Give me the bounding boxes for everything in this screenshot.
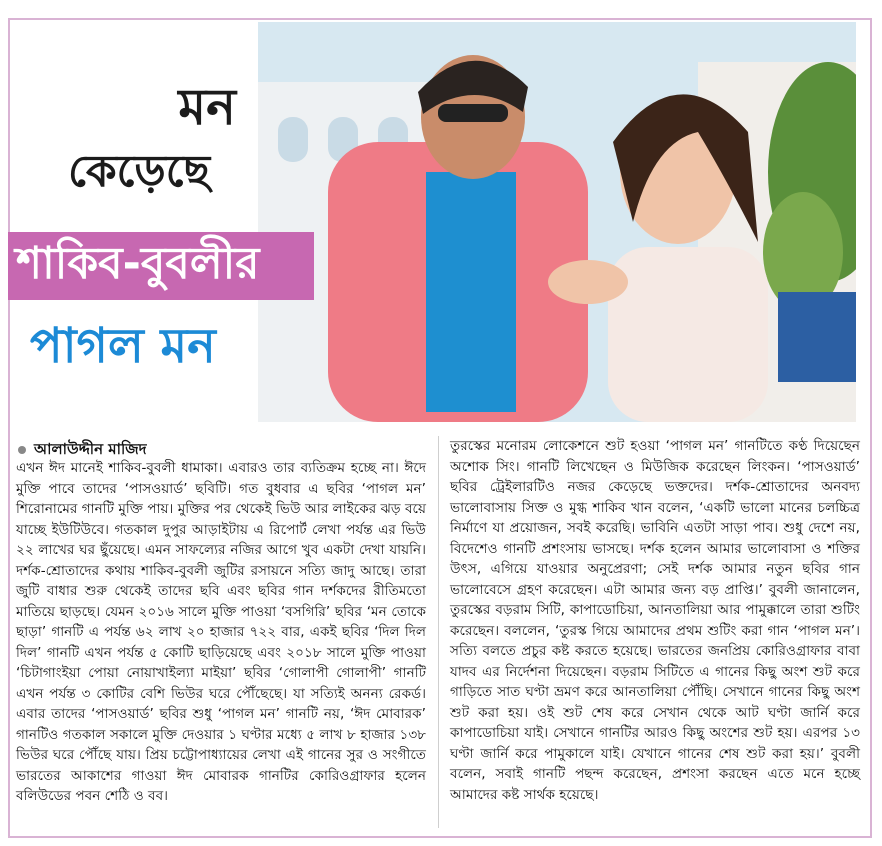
article-left-column: এখন ঈদ মানেই শাকিব-বুবলী ধামাকা। এবারও তার ব্যতিক্রম হচ্ছে না। ঈদে মুক্তি পাবে তাদের ‘পাসওয়ার্ড’ ছবিটি। গত বুধবার এ ছবির ‘পাগল মন’ শিরোনামের গানটি মুক্তি পায়। মুক্তির পর থেকেই ভিউ আর লাইকের ঝড় বয়ে যাচ্ছে ইউটিউবে। গতকাল দুপুর আড়াইটায় এ রিপোর্ট লেখা পর্যন্ত এর ভিউ ২২ লাখের ঘর ছুঁয়েছে। এমন সাফল্যের নজির আগে খুব একটা দেখা যায়নি। দর্শক-শ্রোতাদের কথায় শাকিব-বুবলী জুটির রসায়নে সত্যি জাদু আছে। তারা জুটি বাধার শুরু থেকেই তাদের ছবি এবং ছবির গান দর্শকদের রীতিমতো মাতিয়ে ছাড়ছে। যেমন ২০১৬ সালে মুক্তি পাওয়া ‘বসগিরি’ ছবির ‘মন তোকে ছাড়া’ গানটি এ পর্যন্ত ৬২ লাখ ২০ হাজার ৭২২ বার, একই ছবির ‘দিল দিল দিল’ গানটি এখন পর্যন্ত ৫ কোটি ছাড়িয়েছে এবং ২০১৮ সালে মুক্তি পাওয়া ‘চিটাগাংইয়া পোয়া নোয়াখাইল্যা মাইয়া’ ছবির ‘গোলাপী গোলাপী’ গানটি এখন পর্যন্ত ৩ কোটির বেশি ভিউর ঘরে পৌঁছেছে। যা সত্যিই অনন্য রেকর্ড। এবার তাদের ‘পাসওয়ার্ড’ ছবির শুধু ‘পাগল মন’ গানটি নয়, ‘ঈদ মোবারক’ গানটিও গতকাল সকালে মুক্তি দেওয়ার ১ ঘণ্টার মধ্যে ৫ লাখ ৮ হাজার ১৩৮ ভিউর ঘরে পৌঁছে যায়। প্রিয় চট্টোপাধ্যায়ের লেখা এই গানের সুর ও সংগীতে ভারতের আকাশের গাওয়া ঈদ মোবারক গানটির কোরিওগ্রাফার হলেন বলিউডের পবন শেঠি ও বব। bbox=[16, 460, 426, 804]
hero-photo bbox=[258, 22, 856, 422]
headline-line-1: মন bbox=[178, 78, 236, 136]
column-divider bbox=[438, 436, 439, 828]
author-name: আলাউদ্দীন মাজিদ bbox=[34, 440, 147, 458]
headline-line-2: কেড়েছে bbox=[68, 146, 211, 197]
couple-illustration bbox=[258, 22, 856, 422]
headline-line-4: পাগল মন bbox=[30, 318, 216, 374]
headline-line-3: শাকিব-বুবলীর bbox=[16, 238, 260, 289]
bullet-icon bbox=[18, 446, 26, 454]
article-right-column: তুরস্কের মনোরম লোকেশনে শুট হওয়া ‘পাগল মন’ গানটিতে কণ্ঠ দিয়েছেন অশোক সিং। গানটি লিখেছেন ও মিউজিক করেছেন লিংকন। ‘পাসওয়ার্ড’ ছবির ট্রেইলারটিও নজর কেড়েছে ভক্তদের। দর্শক-শ্রোতাদের অনবদ্য ভালোবাসায় সিক্ত ও মুগ্ধ শাকিব খান বলেন, ‘একটি ভালো মানের চলচ্চিত্র নির্মাণে যা প্রয়োজন, সবই করেছি। ভাবিনি এতটা সাড়া পাব। শুধু দেশে নয়, বিদেশেও গানটি প্রশংসায় ভাসছে। দর্শক হলেন আমার ভালোবাসা ও শক্তির উৎস, এগিয়ে যাওয়ার অনুপ্রেরণা; সেই দর্শক আমার নতুন ছবির গান ভালোবেসে গ্রহণ করেছেন। এটা আমার জন্য বড় প্রাপ্তি।’ বুবলী জানালেন, তুরস্কের বড়রাম সিটি, কাপাডোচিয়া, আনতালিয়া আর পামুক্কালে তারা শুটিং করেছেন। বললেন, ‘তুরস্ক গিয়ে আমাদের প্রথম শুটিং করা গান ‘পাগল মন’। সত্যি বলতে প্রচুর কষ্ট করতে হয়েছে। ভারতের জনপ্রিয় কোরিওগ্রাফার বাবা যাদব এর নির্দেশনা দিয়েছেন। বড়রাম সিটিতে এ গানের কিছু অংশ শুট করে গাড়িতে সাত ঘণ্টা ভ্রমণ করে আনতালিয়া পৌঁছি। সেখানে গানের কিছু অংশ শুট করা হয়। ওই শুট শেষ করে সেখান থেকে আট ঘণ্টা জার্নি করে কাপাডোচিয়া যাই। সেখানে গানটির আরও কিছু অংশের শুট হয়। এরপর ১৩ ঘণ্টা জার্নি করে পামুকালে যাই। যেখানে গানের শেষ শুট করা হয়।’ বুবলী বলেন, সবাই গানটি পছন্দ করেছেন, প্রশংসা করছেন এতে মনে হচ্ছে আমাদের কষ্ট সার্থক হয়েছে। bbox=[450, 438, 860, 803]
headline-block bbox=[0, 0, 320, 420]
